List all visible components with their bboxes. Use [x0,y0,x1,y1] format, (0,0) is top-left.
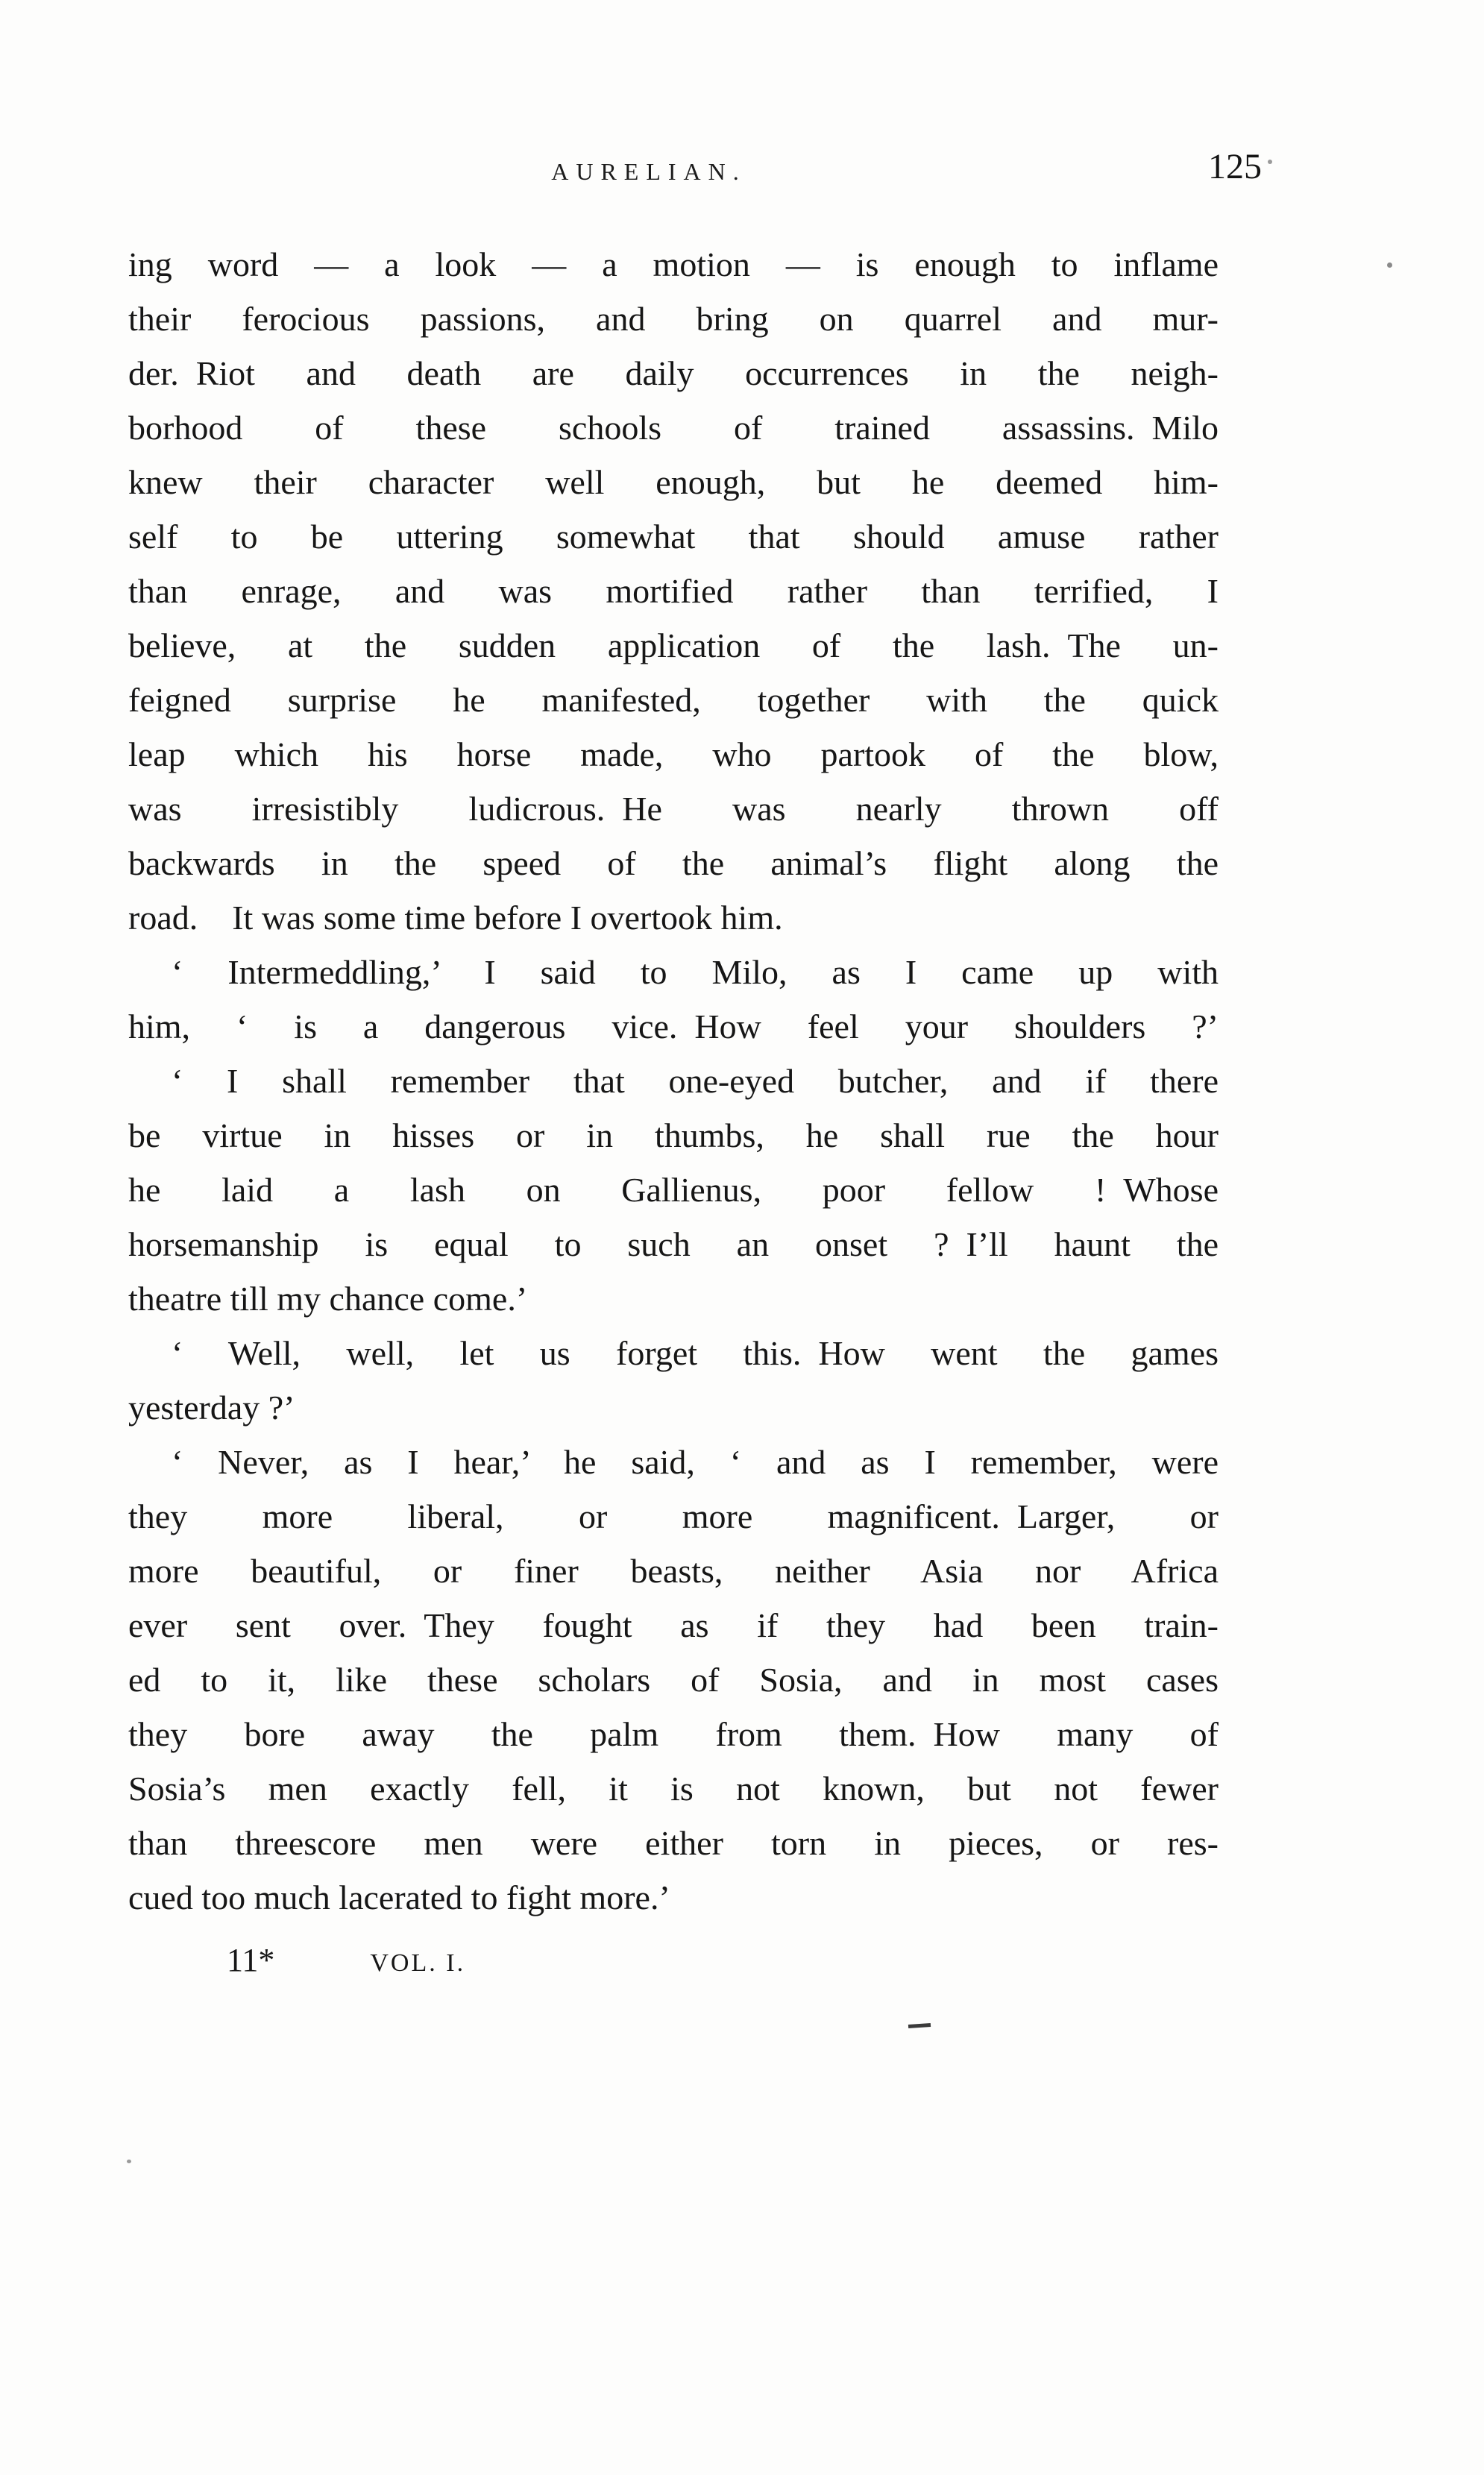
text-line: knew their character well enough, but he deemed him- [128,463,1219,501]
volume-label: VOL. I. [370,1949,466,1977]
text-line: yesterday ?’ [128,1389,295,1427]
text-line: leap which his horse made, who partook of the blow, [128,735,1219,773]
text-line: der. Riot and death are daily occurrences in the neigh- [128,354,1219,392]
text-line: road. It was some time before I overtook him. [128,899,783,937]
text-line: they bore away the palm from them. How many of [128,1715,1219,1753]
text-line: he laid a lash on Gallienus, poor fellow ! Whose [128,1171,1219,1209]
text-line: their ferocious passions, and bring on quarrel and mur- [128,300,1219,338]
page-footer [128,1933,465,1990]
text-line: was irresistibly ludicrous. He was nearly thrown off [128,790,1219,828]
text-line: ed to it, like these scholars of Sosia, and in most cases [128,1661,1219,1699]
scan-artifact [908,2023,931,2028]
text-line: ‘ Intermeddling,’ I said to Milo, as I came up with [172,953,1219,991]
signature-mark: 11* [227,1942,275,1978]
text-line: feigned surprise he manifested, together with the quick [128,681,1219,719]
text-line: borhood of these schools of trained assassins. Milo [128,409,1219,447]
text-line: Sosia’s men exactly fell, it is not known, but not fewer [128,1770,1219,1808]
text-line: ing word — a look — a motion — is enough to inflame [128,245,1219,283]
text-line: believe, at the sudden application of the lash. The un- [128,626,1219,664]
scan-artifact [1387,262,1392,268]
scan-artifact [1268,160,1272,164]
text-line: ‘ Well, well, let us forget this. How went the games [172,1334,1219,1372]
text-line: than enrage, and was mortified rather than terrified, I [128,572,1219,610]
text-line: ‘ Never, as I hear,’ he said, ‘ and as I remember, were [172,1443,1219,1481]
text-block [128,237,1219,1925]
scan-artifact [127,2160,131,2163]
text-line: than threescore men were either torn in pieces, or res- [128,1824,1219,1862]
text-line: horsemanship is equal to such an onset ? I’ll haunt the [128,1225,1219,1263]
text-line: self to be uttering somewhat that should amuse rather [128,518,1219,556]
running-head: AURELIAN. [551,158,746,185]
text-line: they more liberal, or more magnificent. Larger, or [128,1497,1219,1535]
text-line: cued too much lacerated to fight more.’ [128,1878,670,1916]
text-line: him, ‘ is a dangerous vice. How feel your shoulders ?’ [128,1007,1219,1045]
text-line: more beautiful, or finer beasts, neither Asia nor Africa [128,1552,1219,1590]
text-line: be virtue in hisses or in thumbs, he shall rue the hour [128,1116,1219,1154]
text-line: ‘ I shall remember that one-eyed butcher, and if there [172,1062,1219,1100]
text-line: ever sent over. They fought as if they had been train- [128,1606,1219,1644]
page-number: 125 [1208,147,1262,186]
text-line: theatre till my chance come.’ [128,1280,528,1318]
text-line: backwards in the speed of the animal’s flight along the [128,844,1219,882]
